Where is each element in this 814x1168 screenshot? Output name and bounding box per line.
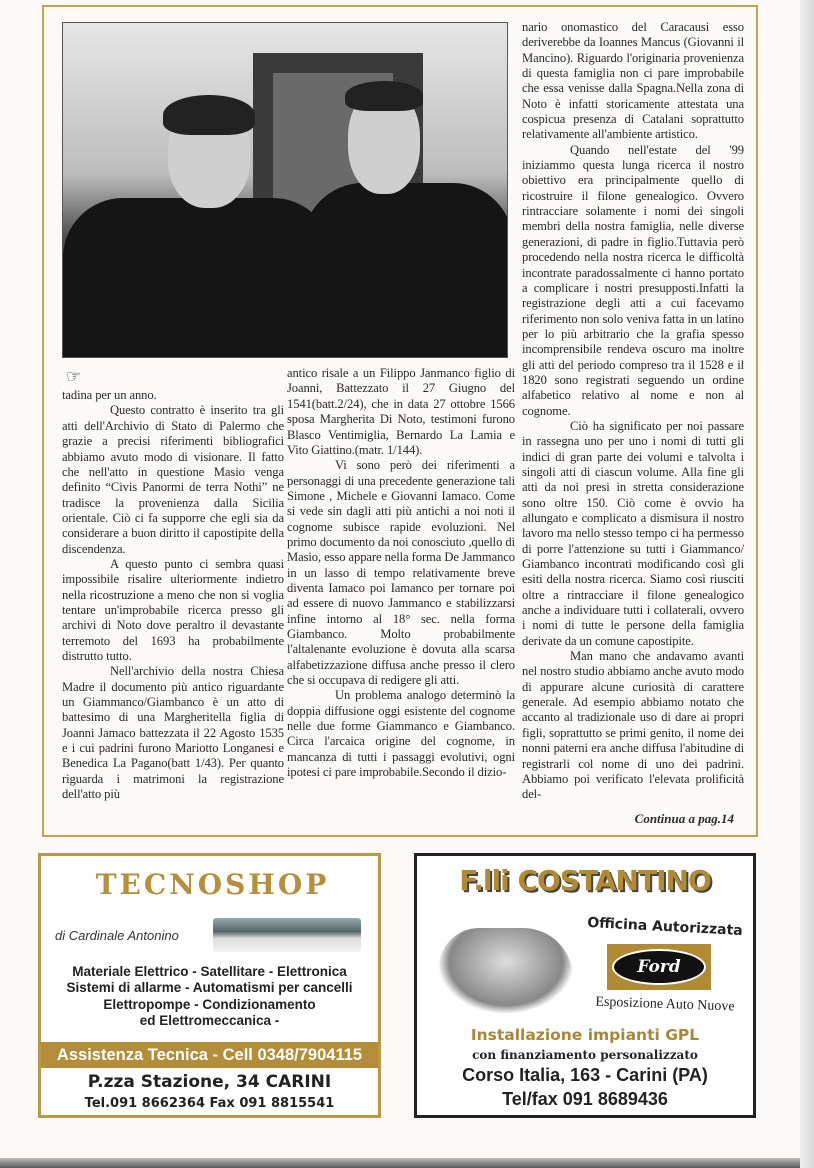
photo-person-left [63, 198, 333, 358]
air-conditioner-image [213, 918, 361, 952]
costantino-brand: F.lli COSTANTINO [459, 863, 711, 897]
tecnoshop-services [47, 964, 372, 1030]
continued-on-page: Continua a pag.14 [634, 810, 734, 826]
service-line: Sistemi di allarme - Automatismi per cancelli [66, 980, 353, 996]
finanziamento-label: con finanziamento personalizzato [472, 1047, 698, 1062]
costantino-address: Corso Italia, 163 - Carini (PA) [462, 1064, 708, 1085]
tecnoshop-assistance-bar: Assistenza Tecnica - Cell 0348/7904115 [41, 1042, 378, 1068]
article-column-1 [62, 366, 284, 802]
article-frame [42, 5, 758, 837]
service-line: Materiale Elettrico - Satellitare - Elettronica [72, 963, 347, 979]
scan-edge-bottom [0, 1158, 814, 1168]
paragraph: Nell'archivio della nostra Chiesa Madre il documento più antico riguardante un Giammanco/Giambanco è un atto di battesimo di una Margheritella figlia di Joanni Jamaco battezzata il 22 Agosto 1535 e i cui padrini furono Mariotto Longanesi e Benedica La Pagano(batt 1/43). Per quanto riguarda i matrimoni la registrazione dell'atto più [62, 664, 284, 802]
scan-edge [800, 0, 814, 1168]
gpl-label: Installazione impianti GPL [470, 1025, 700, 1044]
esposizione-label: Esposizione Auto Nuove [595, 994, 735, 1014]
ad-costantino [414, 853, 756, 1118]
photo-person-right [303, 183, 508, 358]
paragraph: antico risale a un Filippo Janmanco figlio di Joanni, Battezzato il 27 Giugno del 1541(batt.2/24), che in data 27 ottobre 1566 sposa Margherita Di Noto, testimoni furono Blasco Ventimiglia, Bernardo La Lamia e Vito Giattino.(matr. 1/144). [287, 366, 515, 457]
tecnoshop-logo: TECNOSHOP [95, 867, 330, 901]
tecnoshop-owner: di Cardinale Antonino [55, 927, 179, 943]
paragraph: nario onomastico del Caracausi esso deriverebbe da Ioannes Mancus (Giovanni il Mancino). Riguardo l'originaria provenienza di questa famiglia non ci pare improbabile che essa venisse dalla Spagna.Nella zona di Noto è infatti storicamente attestata una cospicua presenza di Catalani soprattutto relativamente all'ambiente artistico. [522, 20, 744, 142]
pointing-hand-icon: ☞ [66, 367, 82, 387]
paragraph: Ciò ha significato per noi passare in rassegna uno per uno i nomi di tutti gli indici di gran parte dei volumi e talvolta i singoli atti di ciascun volume. Alla fine gli atti da noi presi in stretta considerazione sono oltre 150. Ciò come è ovvio ha allungato e complicato a dismisura il nostro lavoro ma nello stesso tempo ci ha permesso di porre l'attenzione su tutti i Giammanco/ Giambanco incontrati modificando così gli esiti della nostra ricerca. Siamo così riusciti oltre a rintracciare il filone genealogico anche a individuare tutti i collaterali, ovvero i nomi di tutte le persone della famiglia derivate da un comune capostipite. [522, 418, 744, 648]
article-photo [62, 22, 508, 358]
paragraph: Quando nell'estate del '99 iniziammo questa lunga ricerca il nostro obiettivo era principalmente quello di ricostruire il filone genealogico. Ovvero rintracciare solamente i nomi dei singoli membri della nostra famiglia, nelle diverse generazioni, di padre in figlio.Tuttavia però procedendo nella nostra ricerca le difficoltà incontrate paradossalmente ci hanno portato a complicare i nostri presupposti.Infatti la registrazione degli atti a cui facevamo riferimento non solo veniva fatta in un latino per lo più arbitrario che la grafia spesso incomprensibile rendeva oscuro ma inoltre gli atti del periodo compreso tra il 1528 e il 1820 sono registrati seguendo un ordine alfabetico relativo al nome e non al cognome. [522, 142, 744, 418]
ads-row [0, 853, 814, 1118]
tecnoshop-phones: Tel.091 8662364 Fax 091 8815541 [84, 1095, 335, 1111]
tecnoshop-address: P.zza Stazione, 34 CARINI [87, 1071, 332, 1092]
paragraph: tadina per un anno. [62, 388, 157, 403]
ad-tecnoshop [38, 853, 381, 1118]
article-column-3 [522, 20, 744, 803]
service-line: Elettropompe - Condizionamento [103, 996, 316, 1012]
photo-hair-left [163, 95, 255, 135]
photo-hair-right [345, 81, 423, 111]
article-column-2 [287, 366, 515, 802]
paragraph: Man mano che andavamo avanti nel nostro studio abbiamo anche avuto modo di appurare alcune curiosità di carattere generale. Ad esempio abbiamo notato che accanto al tradizionale uso di dare ai propri figli, soprattutto se primi genito, il nome dei nonni paterni era anche diffusa l'abitudine di registrarli col nome di uno dei padrini. Abbiamo poi verificato l'elevata prolificità del- [522, 649, 744, 802]
service-line: ed Elettromeccanica - [139, 1013, 280, 1029]
paragraph: Vi sono però dei riferimenti a personaggi di una precedente generazione tali Simone , Michele e Giovanni Iamaco. Come si vede sin dagli atti più antichi a noi noti il cognome subisce rapide evoluzioni. Nel primo documento da noi conosciuto ,quello di Masio, esso appare nella forma De Jammanco in un lasso di tempo relativamente breve diventa Iamaco poi Iamanco per tornare poi ad essere di nuovo Jammanco e stabilizzarsi infine intorno al 18° sec. nella forma Giambanco. Molto probabilmente l'altalenante evoluzione è dovuta alla scarsa alfabetizzazione diffusa anche presso il clero che si occupava di redigere gli atti. [287, 458, 515, 687]
officina-label: Officina Autorizzata [586, 914, 744, 939]
paragraph: Un problema analogo determinò la doppia diffusione oggi esistente del cognome nelle due forme Giammanco e Giambanco. Circa l'arcaica origine del cognome, in mancanza di tutti i passaggi evolutivi, ogni ipotesi ci pare improbabile.Secondo il dizio- [287, 688, 515, 780]
paragraph: A questo punto ci sembra quasi impossibile risalire ulteriormente indietro nella ricostruzione a meno che non si voglia tentare un'improbabile ricerca presso gli archivi di Noto dove peraltro il devastante terremoto del 1693 ha probabilmente distrutto tutto. [62, 556, 284, 663]
paragraph: Questo contratto è inserito tra gli atti dell'Archivio di Stato di Palermo che grazie a precisi riferimenti bibliografici abbiamo avuto modo di visionare. Il fatto che nell'atto in questione Masio venga definito “Civis Panormi de terra Nothi” ne tradisce la provenienza dalla Sicilia orientale. Ciò ci fa supporre che egli sia da considerare a buon diritto il capostipite della discendenza. [62, 403, 284, 556]
car-image [439, 928, 573, 1013]
ford-logo-box [607, 944, 711, 990]
costantino-phone: Tel/fax 091 8689436 [502, 1088, 668, 1109]
ford-logo: Ford [612, 949, 706, 985]
